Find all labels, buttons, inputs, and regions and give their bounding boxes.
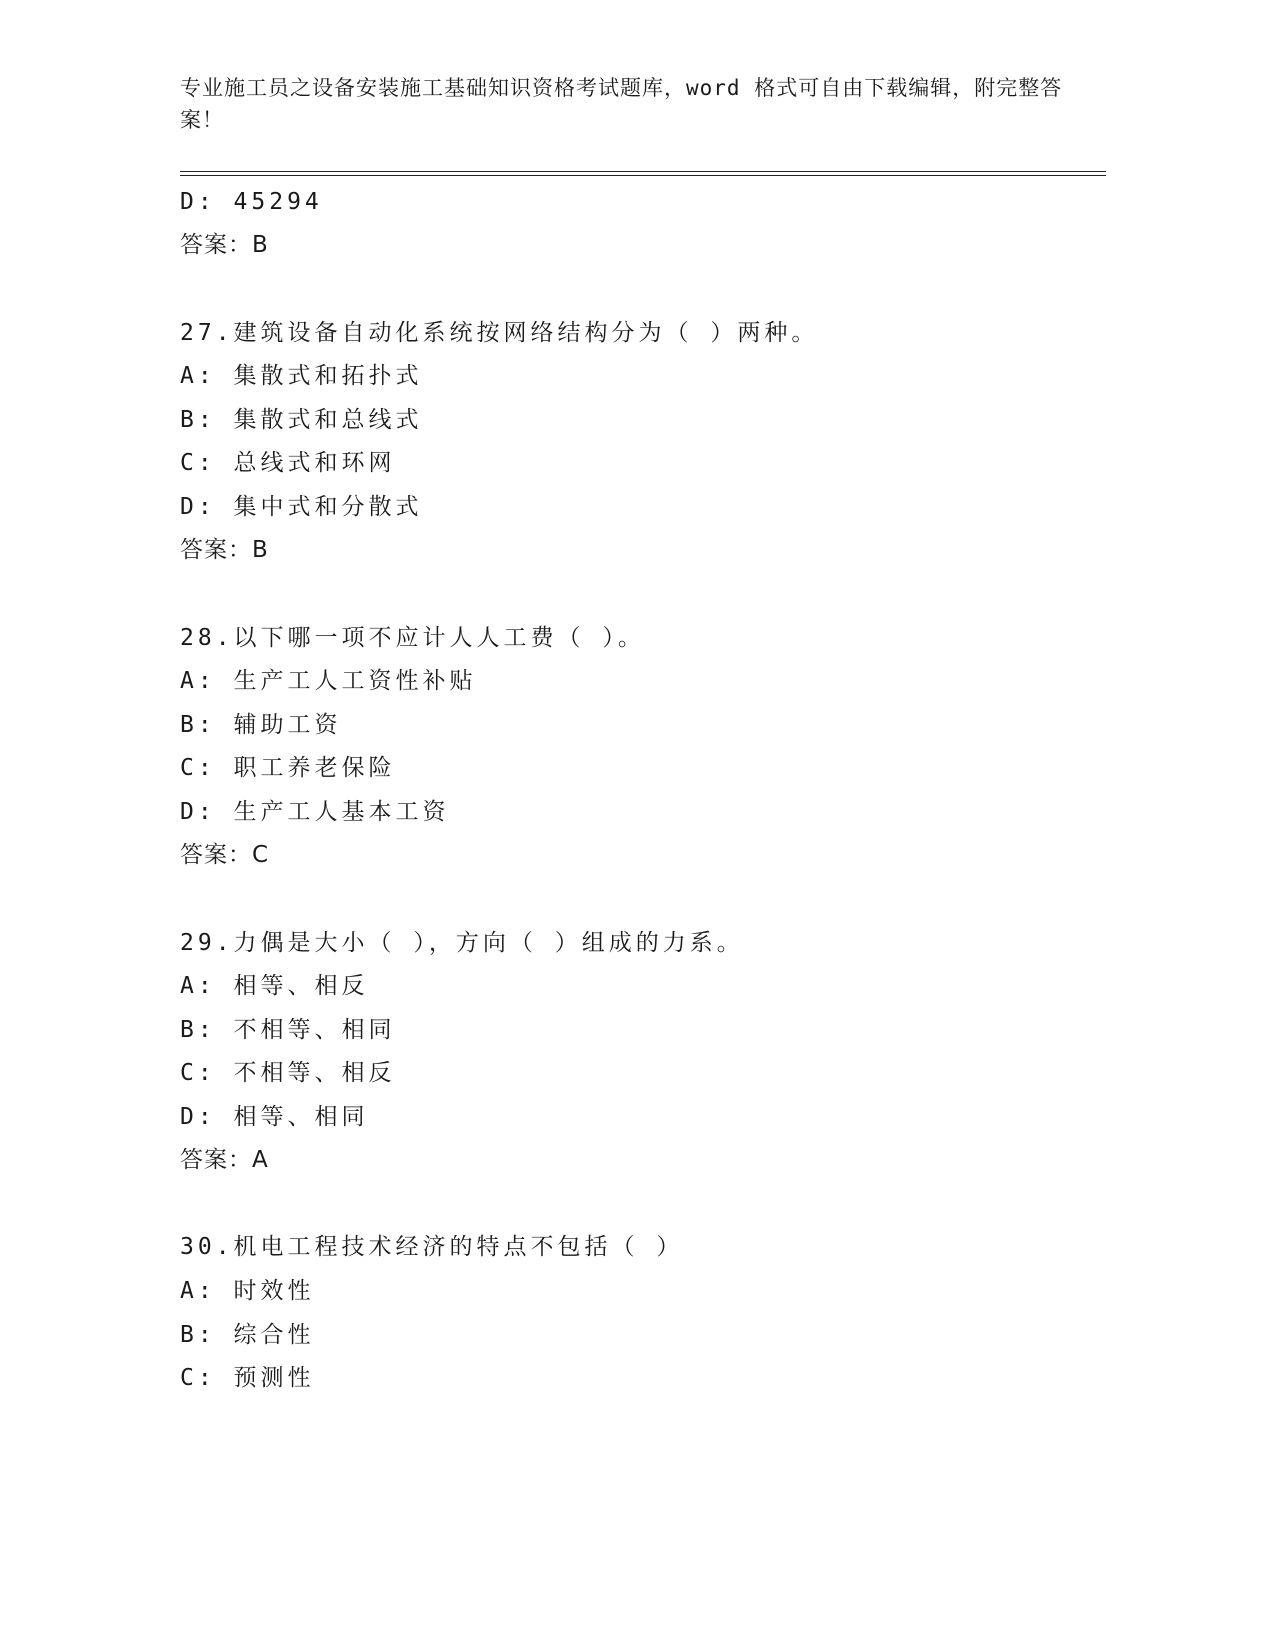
header-divider-top xyxy=(180,171,1106,172)
option-d: D: 45294 xyxy=(180,189,323,215)
answer: 答案：C xyxy=(180,842,270,868)
option-d: D: 集中式和分散式 xyxy=(180,494,423,520)
question-stem: 30.机电工程技术经济的特点不包括（ ） xyxy=(180,1234,684,1260)
option-a: A: 时效性 xyxy=(180,1278,315,1304)
option-d: D: 相等、相同 xyxy=(180,1104,369,1130)
answer: 答案：B xyxy=(180,537,269,563)
option-b: B: 综合性 xyxy=(180,1322,315,1348)
option-a: A: 相等、相反 xyxy=(180,973,369,999)
question-stem: 29.力偶是大小（ ），方向（ ）组成的力系。 xyxy=(180,930,744,956)
option-c: C: 预测性 xyxy=(180,1365,315,1391)
option-d: D: 生产工人基本工资 xyxy=(180,799,450,825)
question-stem: 28.以下哪一项不应计人人工费（ ）。 xyxy=(180,625,645,651)
option-b: B: 不相等、相同 xyxy=(180,1017,396,1043)
option-a: A: 生产工人工资性补贴 xyxy=(180,668,477,694)
option-c: C: 总线式和环网 xyxy=(180,450,396,476)
option-b: B: 集散式和总线式 xyxy=(180,407,423,433)
header-divider-bottom xyxy=(180,175,1106,176)
option-c: C: 职工养老保险 xyxy=(180,755,396,781)
answer: 答案：B xyxy=(180,232,269,258)
option-a: A: 集散式和拓扑式 xyxy=(180,363,423,389)
option-b: B: 辅助工资 xyxy=(180,712,342,738)
document-header: 专业施工员之设备安装施工基础知识资格考试题库，word 格式可自由下载编辑，附完整答案！ xyxy=(180,76,1063,132)
answer: 答案：A xyxy=(180,1147,269,1173)
option-c: C: 不相等、相反 xyxy=(180,1060,396,1086)
question-stem: 27.建筑设备自动化系统按网络结构分为（ ）两种。 xyxy=(180,320,819,346)
